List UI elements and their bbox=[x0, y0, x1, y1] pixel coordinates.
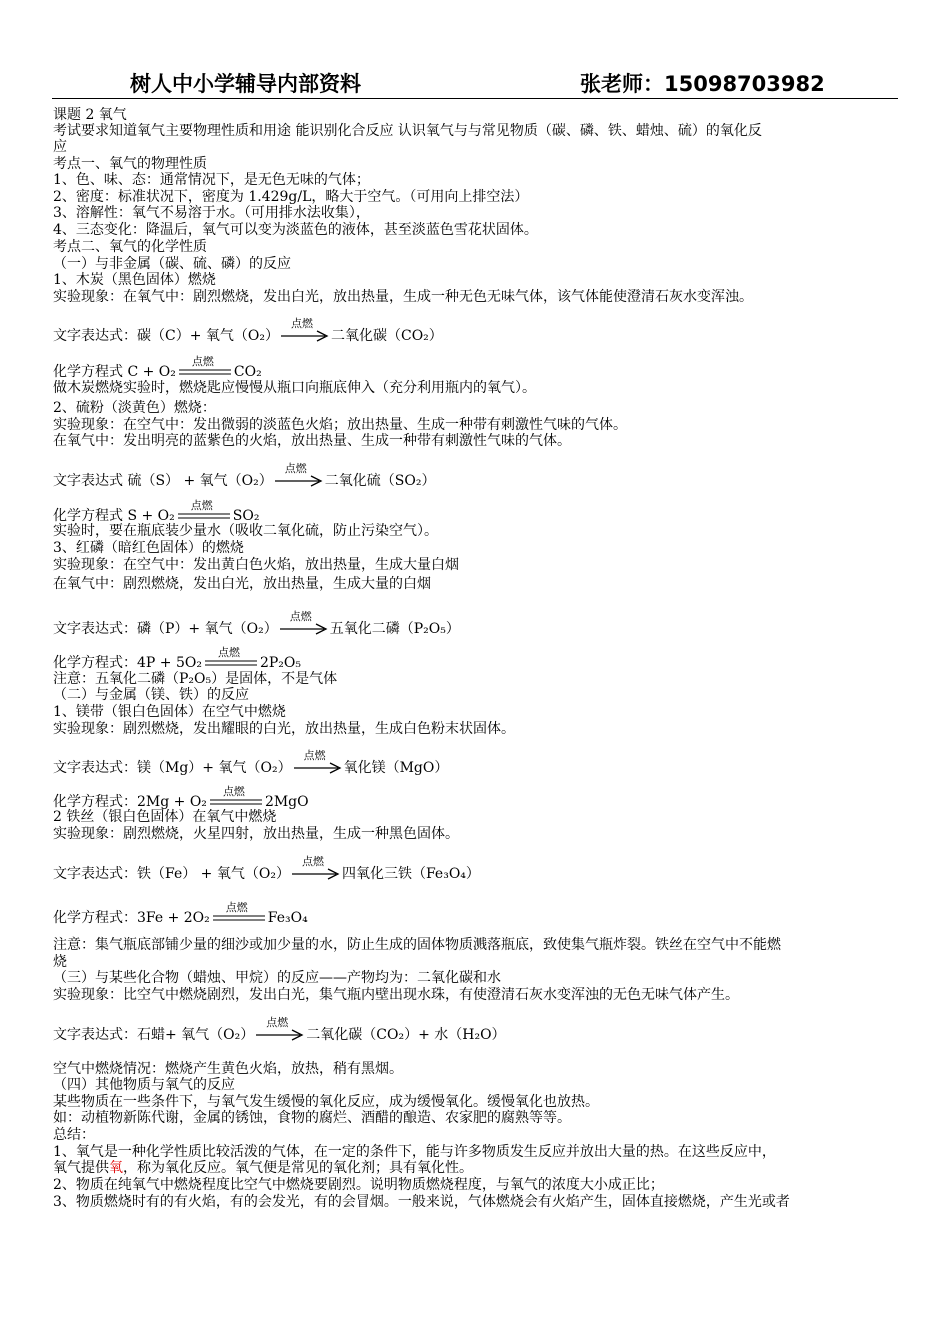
condition-label: 点燃 bbox=[289, 610, 312, 623]
equals-line bbox=[205, 646, 257, 669]
subsection-heading: （二）与金属（镁、铁）的反应 bbox=[53, 687, 249, 703]
text-line: 1、木炭（黑色固体）燃烧 bbox=[53, 272, 216, 288]
text-line: 2、物质在纯氧气中燃烧程度比空气中燃烧要剧烈。说明物质燃烧程度，与氧气的浓度大小成正比； bbox=[53, 1177, 664, 1193]
exam-requirement-cont: 应 bbox=[53, 139, 67, 155]
text-line: 实验现象：剧烈燃烧，发出耀眼的白光，放出热量，生成白色粉末状固体。 bbox=[53, 721, 515, 737]
equation-left: 化学方程式：4P + 5O₂ bbox=[53, 655, 202, 671]
condition-label: 点燃 bbox=[266, 1016, 289, 1029]
reaction-arrow bbox=[281, 317, 329, 342]
equation-right: CO₂ bbox=[233, 364, 262, 380]
text-line: 注意：五氧化二磷（P₂O₅）是固体，不是气体 bbox=[53, 671, 338, 687]
text-line-highlight bbox=[53, 1161, 473, 1176]
equation-right: 2P₂O₅ bbox=[259, 655, 301, 671]
equation-left: 文字表达式 硫（S） + 氧气（O₂） bbox=[53, 473, 273, 489]
condition-label: 点燃 bbox=[191, 355, 214, 368]
subsection-heading: （三）与某些化合物（蜡烛、甲烷）的反应——产物均为：二氧化碳和水 bbox=[53, 970, 501, 986]
equals-line bbox=[178, 499, 230, 522]
equals-line bbox=[213, 901, 265, 924]
text-line: 3、物质燃烧时有的有火焰，有的会发光，有的会冒烟。一般来说，气体燃烧会有火焰产生，固体直接燃烧，产生光或者 bbox=[53, 1194, 790, 1210]
word-equation-iron bbox=[53, 855, 480, 882]
word-equation-magnesium bbox=[53, 749, 449, 776]
equation-right: 二氧化硫（SO₂） bbox=[324, 473, 436, 489]
equation-left: 化学方程式 C + O₂ bbox=[53, 364, 176, 380]
equation-right: SO₂ bbox=[232, 508, 260, 524]
condition-label: 点燃 bbox=[303, 749, 326, 762]
text-line: 2、密度：标准状况下，密度为 1.429g/L，略大于空气。（可用向上排空法） bbox=[53, 189, 529, 205]
equation-left: 文字表达式：磷（P）+ 氧气（O₂） bbox=[53, 621, 278, 637]
chem-equation-iron bbox=[53, 901, 308, 926]
condition-label: 点燃 bbox=[284, 462, 307, 475]
text-line: 在氧气中：发出明亮的蓝紫色的火焰，放出热量、生成一种带有刺激性气味的气体。 bbox=[53, 433, 571, 449]
text-line: 如：动植物新陈代谢，金属的锈蚀，食物的腐烂、酒醋的酿造、农家肥的腐熟等等。 bbox=[53, 1110, 571, 1126]
text-line: 实验现象：在空气中：发出黄白色火焰，放出热量，生成大量白烟 bbox=[53, 557, 459, 573]
text-line: 实验现象：剧烈燃烧，火星四射，放出热量，生成一种黑色固体。 bbox=[53, 826, 459, 842]
section-heading: 考点二、氧气的化学性质 bbox=[53, 239, 207, 255]
equation-left: 文字表达式：石蜡+ 氧气（O₂） bbox=[53, 1027, 255, 1043]
equals-line bbox=[179, 355, 231, 378]
reaction-arrow bbox=[292, 855, 340, 880]
text-line: 3、红磷（暗红色固体）的燃烧 bbox=[53, 540, 244, 556]
subsection-heading: （四）其他物质与氧气的反应 bbox=[53, 1077, 235, 1093]
equation-left: 文字表达式：铁（Fe） + 氧气（O₂） bbox=[53, 866, 290, 882]
equation-right: 四氧化三铁（Fe₃O₄） bbox=[341, 866, 480, 882]
text-line: 烧 bbox=[53, 954, 67, 970]
text-segment: ，称为氧化反应。氧气便是常见的氧化剂；具有氧化性。 bbox=[123, 1160, 473, 1176]
text-line: 实验现象：比空气中燃烧剧烈，发出白光，集气瓶内壁出现水珠，有使澄清石灰水变浑浊的无色无味气体产生。 bbox=[53, 987, 739, 1003]
condition-label: 点燃 bbox=[222, 785, 245, 798]
equation-right: 2MgO bbox=[264, 794, 309, 810]
header-title: 树人中小学辅导内部资料 bbox=[130, 72, 361, 96]
subsection-heading: （一）与非金属（碳、硫、磷）的反应 bbox=[53, 256, 291, 272]
text-line: 某些物质在一些条件下，与氧气发生缓慢的氧化反应，成为缓慢氧化。缓慢氧化也放热。 bbox=[53, 1094, 599, 1110]
text-line: 做木炭燃烧实验时，燃烧匙应慢慢从瓶口向瓶底伸入（充分利用瓶内的氧气）。 bbox=[53, 380, 536, 396]
equation-left: 文字表达式：镁（Mg）+ 氧气（O₂） bbox=[53, 760, 292, 776]
lesson-title: 课题 2 氧气 bbox=[53, 107, 127, 123]
equation-right: 五氧化二磷（P₂O₅） bbox=[329, 621, 460, 637]
equals-line bbox=[210, 785, 262, 808]
text-line: 1、色、味、态：通常情况下，是无色无味的气体； bbox=[53, 172, 370, 188]
page-header bbox=[52, 68, 898, 99]
text-line: 实验时，要在瓶底装少量水（吸收二氧化硫，防止污染空气）。 bbox=[53, 523, 438, 539]
text-segment: 氧气提供 bbox=[53, 1160, 109, 1176]
word-equation-phosphorus bbox=[53, 610, 460, 637]
text-line: 2、硫粉（淡黄色）燃烧： bbox=[53, 400, 216, 416]
word-equation-sulfur bbox=[53, 462, 436, 489]
text-line: 在氧气中：剧烈燃烧，发出白光，放出热量，生成大量的白烟 bbox=[53, 576, 431, 592]
reaction-arrow bbox=[256, 1016, 304, 1041]
chem-equation-phosphorus bbox=[53, 646, 301, 671]
equation-left: 文字表达式：碳（C）+ 氧气（O₂） bbox=[53, 328, 279, 344]
header-contact: 张老师：15098703982 bbox=[580, 72, 825, 96]
condition-label: 点燃 bbox=[217, 646, 240, 659]
condition-label: 点燃 bbox=[190, 499, 213, 512]
text-line: 总结： bbox=[53, 1127, 95, 1143]
text-line: 3、溶解性：氧气不易溶于水。（可用排水法收集）， bbox=[53, 205, 370, 221]
equation-right: 氧化镁（MgO） bbox=[343, 760, 449, 776]
equation-right: Fe₃O₄ bbox=[267, 910, 308, 926]
reaction-arrow bbox=[294, 749, 342, 774]
text-line: 注意：集气瓶底部铺少量的细沙或加少量的水，防止生成的固体物质溅落瓶底，致使集气瓶炸裂。铁丝在空气中不能燃 bbox=[53, 937, 781, 953]
chem-equation-sulfur bbox=[53, 499, 260, 524]
condition-label: 点燃 bbox=[301, 855, 324, 868]
word-equation-wax bbox=[53, 1016, 506, 1043]
equation-left: 化学方程式：2Mg + O₂ bbox=[53, 794, 207, 810]
section-heading: 考点一、氧气的物理性质 bbox=[53, 156, 207, 172]
reaction-arrow bbox=[280, 610, 328, 635]
highlighted-word: 氧 bbox=[109, 1160, 123, 1176]
equation-right: 二氧化碳（CO₂）+ 水（H₂O） bbox=[306, 1027, 506, 1043]
chem-equation-magnesium bbox=[53, 785, 309, 810]
equation-left: 化学方程式：3Fe + 2O₂ bbox=[53, 910, 210, 926]
text-line: 空气中燃烧情况：燃烧产生黄色火焰，放热，稍有黑烟。 bbox=[53, 1061, 403, 1077]
exam-requirement: 考试要求知道氧气主要物理性质和用途 能识别化合反应 认识氧气与与常见物质（碳、磷、铁、蜡烛、硫）的氧化反 bbox=[53, 123, 762, 139]
text-line: 2 铁丝（银白色固体）在氧气中燃烧 bbox=[53, 809, 277, 825]
equation-left: 化学方程式 S + O₂ bbox=[53, 508, 175, 524]
condition-label: 点燃 bbox=[225, 901, 248, 914]
chem-equation-carbon bbox=[53, 355, 262, 380]
word-equation-carbon bbox=[53, 317, 443, 344]
text-line: 实验现象：在氧气中：剧烈燃烧，发出白光，放出热量，生成一种无色无味气体，该气体能使澄清石灰水变浑浊。 bbox=[53, 289, 753, 305]
equation-right: 二氧化碳（CO₂） bbox=[330, 328, 443, 344]
reaction-arrow bbox=[275, 462, 323, 487]
text-line: 1、氧气是一种化学性质比较活泼的气体，在一定的条件下，能与许多物质发生反应并放出大量的热。在这些反应中， bbox=[53, 1144, 776, 1160]
text-line: 1、镁带（银白色固体）在空气中燃烧 bbox=[53, 704, 286, 720]
condition-label: 点燃 bbox=[290, 317, 313, 330]
text-line: 实验现象：在空气中：发出微弱的淡蓝色火焰；放出热量、生成一种带有刺激性气味的气体。 bbox=[53, 417, 627, 433]
text-line: 4、三态变化：降温后，氧气可以变为淡蓝色的液体，甚至淡蓝色雪花状固体。 bbox=[53, 222, 538, 238]
